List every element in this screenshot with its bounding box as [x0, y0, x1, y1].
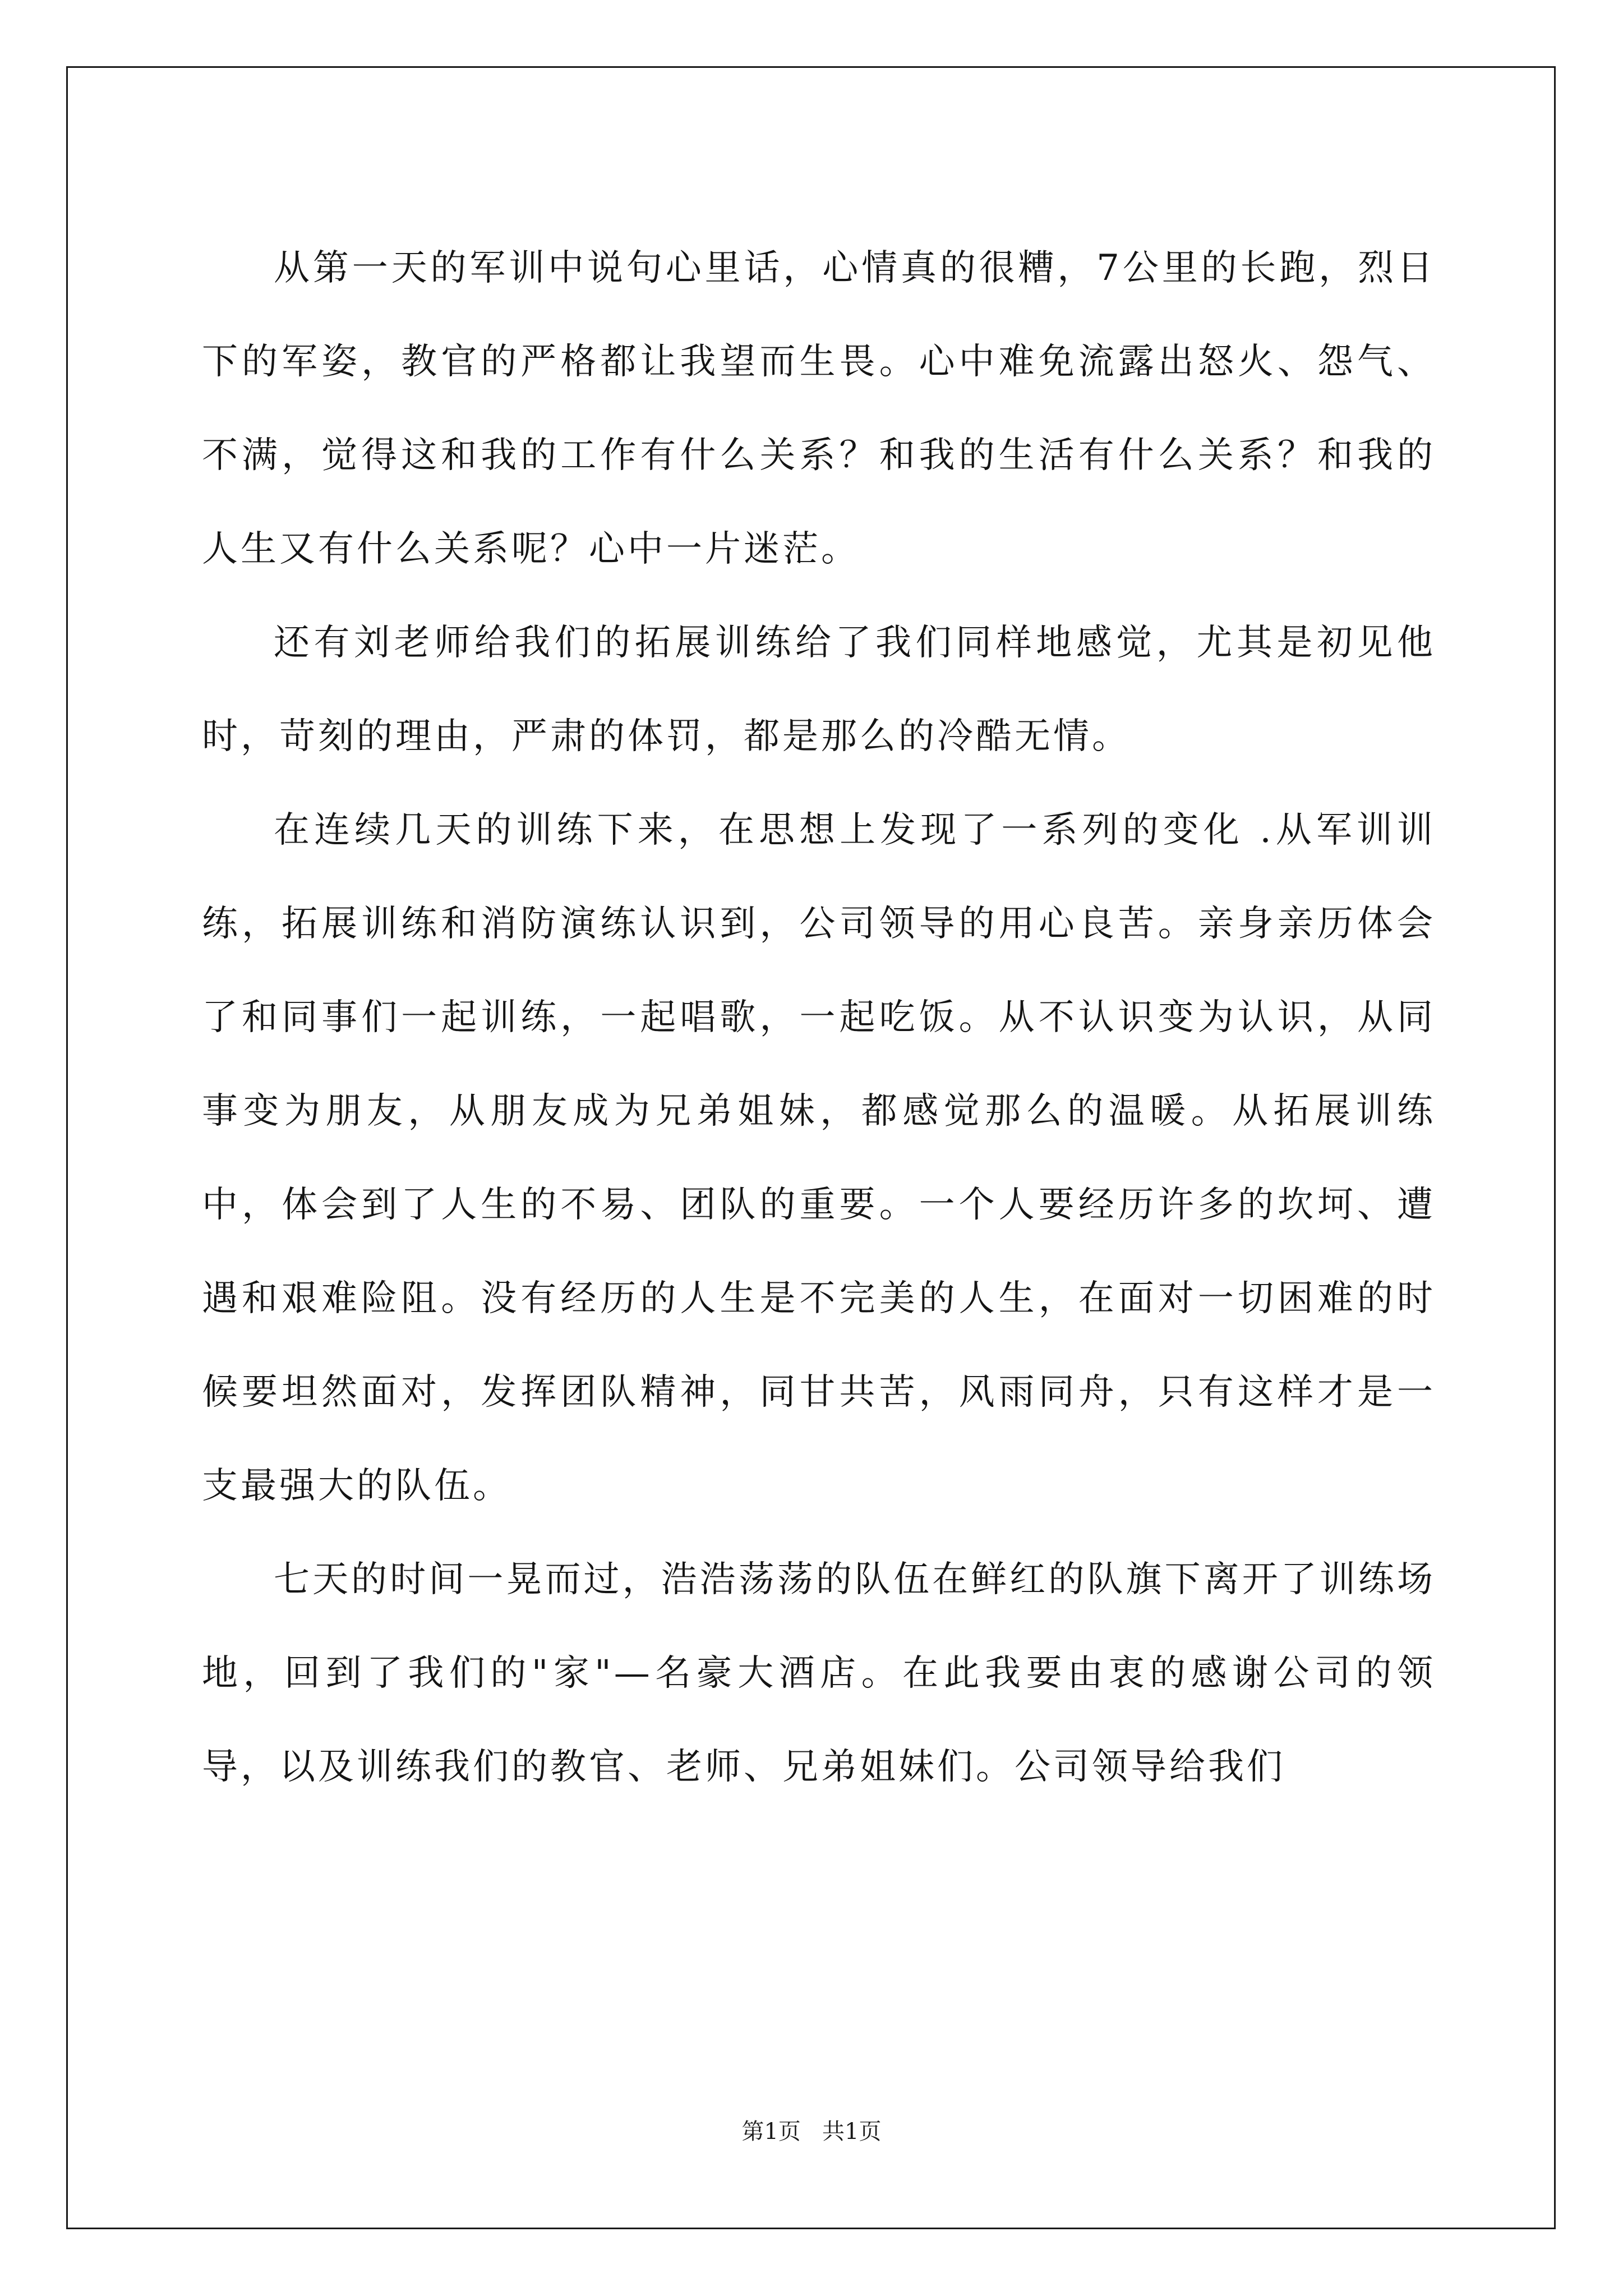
paragraph-2: 还有刘老师给我们的拓展训练给了我们同样地感觉，尤其是初见他时，苛刻的理由，严肃的体罚，都是那么的冷酷无情。: [202, 622, 1436, 757]
page-footer: 第1页 共1页: [741, 2119, 882, 2145]
paragraph-3: 在连续几天的训练下来，在思想上发现了一系列的变化 .从军训训练，拓展训练和消防演练认识到，公司领导的用心良苦。亲身亲历体会了和同事们一起训练，一起唱歌，一起吃饭。从不认识变为认识，从同事变为朋友，从朋友成为兄弟姐妹，都感觉那么的温暖。从拓展训练中，体会到了人生的不易、团队的重要。一个人要经历许多的坎坷、遭遇和艰难险阻。没有经历的人生是不完美的人生，在面对一切困难的时候要坦然面对，发挥团队精神，同甘共苦，风雨同舟，只有这样才是一支最强大的队伍。: [202, 809, 1436, 1507]
document-body: [202, 222, 1436, 1814]
paragraph-1: 从第一天的军训中说句心里话，心情真的很糟，7公里的长跑，烈日下的军姿，教官的严格都让我望而生畏。心中难免流露出怒火、怨气、不满，觉得这和我的工作有什么关系？和我的生活有什么关系？和我的人生又有什么关系呢？心中一片迷茫。: [202, 247, 1436, 570]
paragraph-4: 七天的时间一晃而过，浩浩荡荡的队伍在鲜红的队旗下离开了训练场地，回到了我们的"家"—名豪大酒店。在此我要由衷的感谢公司的领导，以及训练我们的教官、老师、兄弟姐妹们。公司领导给我们: [202, 1559, 1436, 1788]
